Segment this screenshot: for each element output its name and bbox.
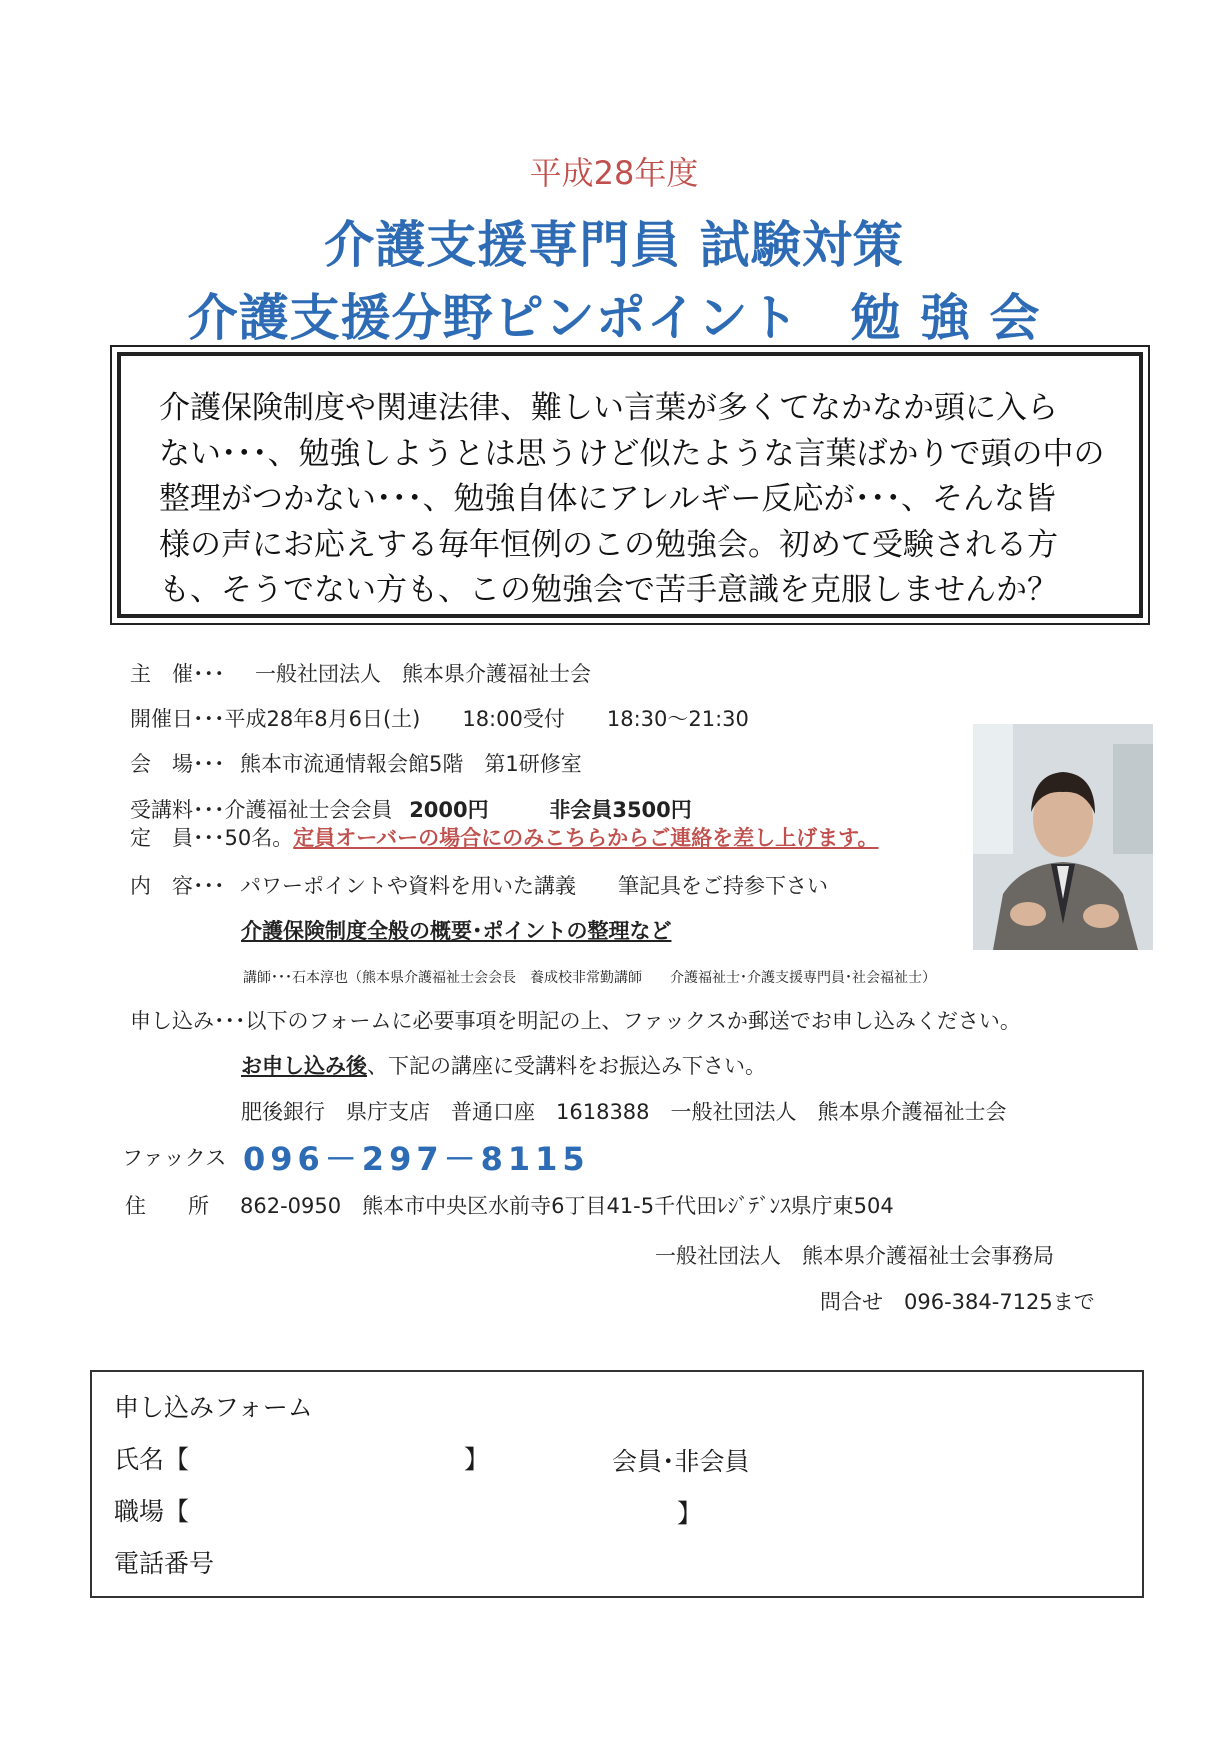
fee-row [130, 794, 692, 824]
address-value: 862-0950 熊本市中央区水前寺6丁目41-5千代田ﾚｼﾞﾃﾞﾝｽ県庁東504 [240, 1194, 894, 1218]
form-phone-field[interactable]: 電話番号 [114, 1549, 215, 1578]
payment-row [241, 1050, 766, 1080]
intro-line: も、そうでない方も、この勉強会で苦手意識を克服しませんか？ [159, 572, 1058, 608]
form-workplace-close: 】 [677, 1499, 703, 1528]
title-line-1: 介護支援専門員 試験対策 [324, 216, 904, 274]
content-topic: 介護保険制度全般の概要･ポイントの整理など [241, 919, 672, 943]
date-value: 平成28年8月6日(土) 18:00受付 18:30～21:30 [224, 707, 749, 731]
apply-label: 申し込み･･･ [130, 1009, 246, 1033]
intro-line: 介護保険制度や関連法律、難しい言葉が多くてなかなか頭に入ら [159, 390, 1058, 426]
fax-number: 096－297－8115 [243, 1140, 590, 1178]
content-label: 内 容･･･ [130, 874, 225, 898]
form-name-field[interactable] [114, 1440, 189, 1476]
intro-text [159, 386, 1119, 614]
bank-account: 肥後銀行 県庁支店 普通口座 1618388 一般社団法人 熊本県介護福祉士会 [241, 1100, 1007, 1124]
form-workplace-label: 職場【 [114, 1497, 190, 1526]
venue-label: 会 場･･･ [130, 752, 225, 776]
form-name-label: 氏名【 [114, 1445, 190, 1474]
fee-label: 受講料･･･ [130, 798, 225, 822]
capacity-label: 定 員･･･ [130, 826, 225, 850]
intro-line: 整理がつかない･･･、勉強自体にアレルギー反応が･･･、そんな皆 [159, 481, 1056, 517]
fee-member: 2000円 [409, 798, 489, 822]
form-workplace-field[interactable] [114, 1492, 189, 1528]
venue-row [130, 748, 582, 778]
address-row [125, 1190, 894, 1220]
fee-nonmember: 非会員3500円 [549, 798, 692, 822]
capacity-value: 50名。 [224, 826, 294, 850]
intro-line: ない･･･、勉強しようとは思うけど似たような言葉ばかりで頭の中の [159, 435, 1105, 472]
lecturer-portrait-icon [973, 724, 1153, 950]
organizer-label: 主 催･･･ [130, 662, 225, 686]
payment-text: 、下記の講座に受講料をお振込み下さい。 [367, 1054, 766, 1078]
application-form [90, 1370, 1144, 1598]
venue-value: 熊本市流通情報会館5階 第1研修室 [240, 752, 582, 776]
office-name: 一般社団法人 熊本県介護福祉士会事務局 [655, 1244, 1054, 1268]
apply-row [130, 1005, 1021, 1035]
content-row [130, 870, 828, 900]
form-name-close: 】 [464, 1445, 490, 1474]
intro-line: 様の声にお応えする毎年恒例のこの勉強会。初めて受験される方 [159, 526, 1058, 563]
member-choice[interactable]: 会員･非会員 [612, 1447, 750, 1476]
content-value: パワーポイントや資料を用いた講義 筆記具をご持参下さい [240, 874, 828, 898]
address-label: 住 所 [125, 1194, 209, 1218]
title-line-2: 介護支援分野ピンポイント 勉 強 会 [187, 289, 1041, 347]
intro-box [110, 345, 1150, 625]
payment-emphasis: お申し込み後 [241, 1054, 367, 1078]
fee-member-label: 介護福祉士会会員 [224, 798, 393, 822]
date-label: 開催日･･･ [130, 707, 225, 731]
lecturer-photo [973, 724, 1153, 950]
date-row [130, 703, 749, 733]
fax-label: ファックス [122, 1146, 227, 1170]
apply-value: 以下のフォームに必要事項を明記の上、ファックスか郵送でお申し込みください。 [245, 1009, 1021, 1033]
capacity-note: 定員オーバーの場合にのみこちらからご連絡を差し上げます。 [293, 826, 879, 850]
organizer-row [130, 658, 591, 688]
lecturer: 講師･･･石本淳也（熊本県介護福祉士会会長 養成校非常勤講師 介護福祉士･介護支援専門員･社会福祉士） [243, 970, 936, 986]
form-title: 申し込みフォーム [114, 1393, 313, 1422]
event-year: 平成28年度 [529, 154, 699, 192]
inquiry: 問合せ 096-384-7125まで [820, 1290, 1095, 1314]
organizer-value: 一般社団法人 熊本県介護福祉士会 [255, 662, 591, 686]
capacity-row [130, 822, 879, 852]
intro-box-inner [117, 352, 1143, 618]
